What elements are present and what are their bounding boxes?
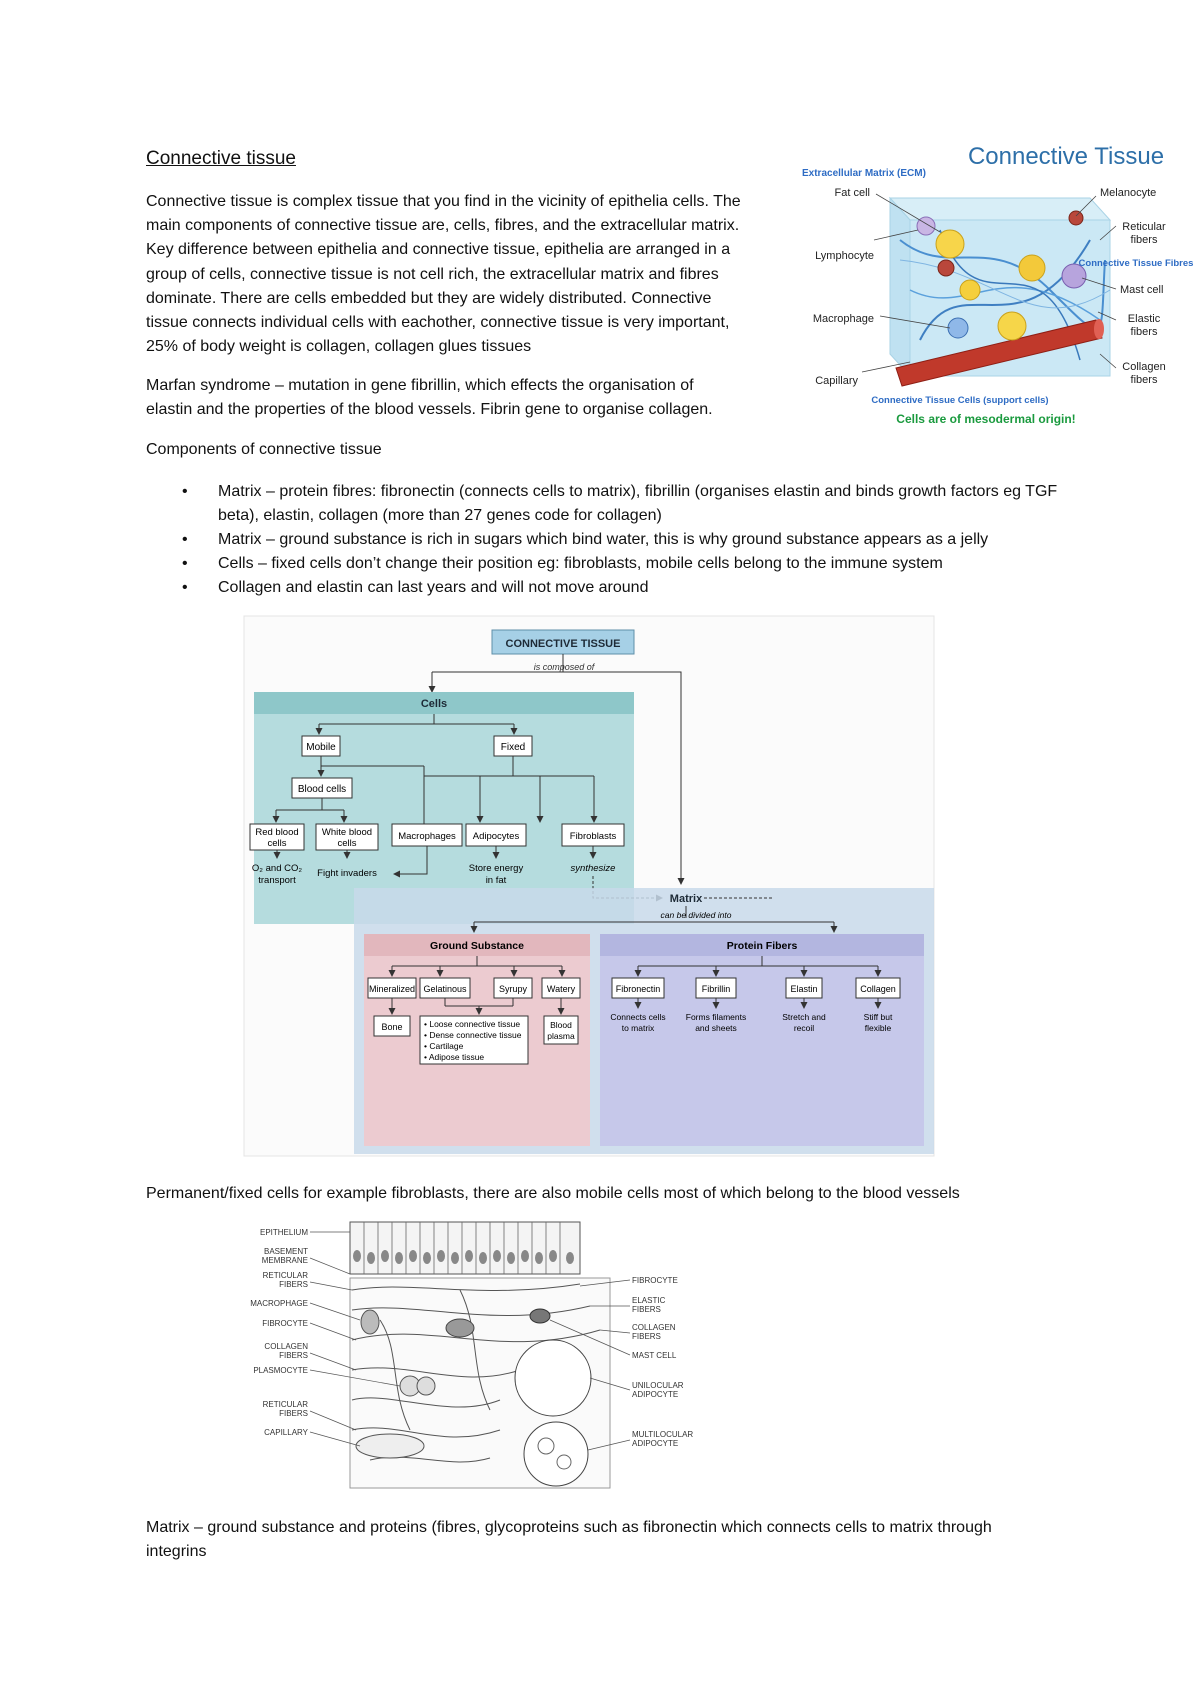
synthesize-label: synthesize: [570, 863, 616, 874]
divided-label: can be divided into: [660, 910, 732, 920]
composed-label: is composed of: [533, 662, 595, 672]
histo-label: MEMBRANE: [261, 1256, 308, 1265]
lymphocyte-label: Lymphocyte: [815, 250, 874, 262]
histo-label: ADIPOCYTE: [632, 1439, 679, 1448]
multilocular-adipocyte: [524, 1422, 588, 1486]
watery-label: Watery: [546, 984, 576, 994]
store-energy: in fat: [485, 875, 507, 886]
ecm-label: Extracellular Matrix (ECM): [802, 168, 926, 179]
fibrillin-function: Forms filaments: [685, 1012, 747, 1022]
collagen-label: Collagen: [1122, 361, 1166, 373]
protein-fibers-heading: Protein Fibers: [726, 940, 798, 952]
fat-cell-label: Fat cell: [834, 187, 870, 199]
reticular-label: Reticular: [1122, 221, 1166, 233]
capillary-label: Capillary: [815, 375, 858, 387]
fight-invaders: Fight invaders: [317, 868, 377, 879]
collagen-box-label: Collagen: [860, 984, 896, 994]
reticular-label: fibers: [1130, 234, 1158, 246]
blood-plasma-label: Blood: [550, 1020, 572, 1030]
list-item: • Matrix – ground substance is rich in sugars which bind water, this is why ground substance appears as a jelly: [146, 528, 1066, 552]
ct-fibres-label: Connective Tissue Fibres: [1078, 258, 1194, 269]
connective-tissue-figure: [800, 140, 1194, 440]
elastin-function: Stretch and: [782, 1012, 826, 1022]
text-line: Marfan syndrome – mutation in gene fibrillin, which effects the organisation of: [146, 377, 694, 394]
marfan-paragraph: [146, 374, 766, 422]
histo-label: CAPILLARY: [264, 1428, 308, 1437]
melanocyte: [938, 260, 954, 276]
elastin-label: Elastin: [790, 984, 818, 994]
blood-plasma-label: plasma: [547, 1031, 575, 1041]
fibronectin-label: Fibronectin: [615, 984, 661, 994]
wbc-label: White blood: [321, 827, 373, 838]
adipose-label: • Adipose tissue: [424, 1052, 485, 1062]
histo-label: FIBERS: [632, 1332, 661, 1341]
collagen-function: flexible: [864, 1023, 892, 1033]
fibrillin-function: and sheets: [695, 1023, 737, 1033]
text-line: 25% of body weight is collagen, collagen glues tissues: [146, 338, 532, 356]
text-line: Matrix – ground substance and proteins (fibres, glycoproteins such as fibronectin which connects cells to matrix through: [146, 1519, 992, 1536]
fibrocyte-cell: [446, 1319, 474, 1337]
histo-label: FIBERS: [279, 1409, 308, 1418]
list-item: • Collagen and elastin can last years and will not move around: [146, 576, 1066, 600]
list-item: • Matrix – protein fibres: fibronectin (connects cells to matrix), fibrillin (organises elastin and binds growth factors eg TGF beta), elastin, collagen (more than 27 genes code for collagen): [146, 480, 1066, 528]
mobile-label: Mobile: [306, 742, 336, 753]
histo-label: FIBERS: [279, 1280, 308, 1289]
text-line: elastin and the properties of the blood vessels. Fibrin gene to organise collagen.: [146, 401, 713, 419]
histo-label: PLASMOCYTE: [253, 1366, 308, 1375]
histo-label: COLLAGEN: [632, 1323, 676, 1332]
components-heading: Components of connective tissue: [146, 441, 382, 458]
cartilage-label: • Cartilage: [424, 1041, 464, 1051]
fibrillin-label: Fibrillin: [701, 984, 731, 994]
macrophage: [948, 318, 968, 338]
text-line: integrins: [146, 1543, 207, 1561]
dense-label: • Dense connective tissue: [424, 1030, 522, 1040]
text-line: tissue connects individual cells with eachother, connective tissue is very important,: [146, 314, 730, 332]
histo-label: MAST CELL: [632, 1351, 677, 1360]
wbc-label: cells: [337, 838, 357, 849]
melanocyte: [1069, 211, 1083, 225]
adipocytes-label: Adipocytes: [472, 831, 520, 842]
ground-substance-heading: Ground Substance: [430, 940, 524, 952]
histo-label: FIBROCYTE: [262, 1319, 308, 1328]
unilocular-adipocyte: [515, 1340, 591, 1416]
mast-cell-label: Mast cell: [1120, 284, 1164, 296]
gelatinous-label: Gelatinous: [423, 984, 467, 994]
cells-heading: Cells: [420, 698, 448, 710]
text-line: Permanent/fixed cells for example fibroblasts, there are also mobile cells most of which belong to the blood vessels: [146, 1185, 960, 1202]
histo-label: FIBROCYTE: [632, 1276, 678, 1285]
histo-label: FIBERS: [632, 1305, 661, 1314]
text-line: group of cells, connective tissue is not cell rich, the extracellular matrix and fibres: [146, 265, 719, 283]
histo-label: RETICULAR: [262, 1400, 308, 1409]
capillary-cell: [356, 1434, 424, 1458]
histo-label: RETICULAR: [262, 1271, 308, 1280]
epithelium-layer: [350, 1222, 580, 1274]
rbc-label: cells: [267, 838, 287, 849]
left-labels: [250, 1228, 308, 1437]
loose-label: • Loose connective tissue: [424, 1019, 521, 1029]
fat-cell: [936, 230, 964, 258]
mineralized-label: Mineralized: [368, 984, 416, 994]
macrophages-label: Macrophages: [398, 831, 456, 842]
mesodermal-note: Cells are of mesodermal origin!: [896, 412, 1076, 426]
bone-label: Bone: [381, 1022, 403, 1032]
matrix-paragraph: [146, 1516, 1066, 1564]
fixed-label: Fixed: [500, 742, 526, 753]
text-line: dominate. There are cells embedded but they are widely distributed. Connective: [146, 289, 712, 307]
rbc-label: Red blood: [255, 827, 299, 838]
blood-cells-label: Blood cells: [297, 784, 347, 795]
fibronectin-function: Connects cells: [610, 1012, 666, 1022]
page-title: Connective tissue: [146, 148, 296, 169]
elastic-label: Elastic: [1127, 313, 1161, 325]
connective-tissue-flowchart: [244, 616, 934, 1156]
fat-cell: [998, 312, 1026, 340]
ct-cells-label: Connective Tissue Cells (support cells): [871, 395, 1049, 406]
text-line: Connective tissue is complex tissue that you find in the vicinity of epithelia cells. The: [146, 193, 741, 210]
figure-title: Connective Tissue: [967, 143, 1165, 170]
o2-transport: O₂ and CO₂: [251, 863, 303, 874]
histo-label: UNILOCULAR: [632, 1381, 684, 1390]
collagen-label: fibers: [1130, 374, 1158, 386]
histo-label: BASEMENT: [263, 1247, 308, 1256]
plasmocyte-cell: [417, 1377, 435, 1395]
o2-transport: transport: [258, 875, 296, 886]
fibroblasts-label: Fibroblasts: [569, 831, 617, 842]
fibronectin-function: to matrix: [621, 1023, 655, 1033]
fat-cell: [960, 280, 980, 300]
elastic-label: fibers: [1130, 326, 1158, 338]
text-line: Key difference between epithelia and connective tissue, epithelia are arranged in a: [146, 241, 731, 259]
text-line: main components of connective tissue are, cells, fibres, and the extracellular matrix.: [146, 217, 740, 235]
collagen-function: Stiff but: [863, 1012, 893, 1022]
syrupy-label: Syrupy: [498, 984, 528, 994]
histo-label: FIBERS: [279, 1351, 308, 1360]
histo-label: ELASTIC: [632, 1296, 666, 1305]
histology-figure: [250, 1220, 720, 1490]
matrix-heading: Matrix: [669, 893, 703, 905]
histo-label: ADIPOCYTE: [632, 1390, 679, 1399]
flowchart-title: CONNECTIVE TISSUE: [505, 638, 621, 650]
macrophage-label: Macrophage: [812, 313, 874, 325]
macrophage-cell: [361, 1310, 379, 1334]
fat-cell: [1019, 255, 1045, 281]
list-item: • Cells – fixed cells don’t change their position eg: fibroblasts, mobile cells belong to the immune system: [146, 552, 1066, 576]
store-energy: Store energy: [468, 863, 524, 874]
histo-label: MULTILOCULAR: [632, 1430, 694, 1439]
components-list: [146, 480, 1066, 600]
permanent-cells-text: [146, 1182, 1046, 1206]
elastin-function: recoil: [793, 1023, 815, 1033]
melanocyte-label: Melanocyte: [1100, 187, 1157, 199]
right-labels: [632, 1276, 693, 1448]
histo-label: COLLAGEN: [264, 1342, 308, 1351]
histo-label: EPITHELIUM: [259, 1228, 308, 1237]
mast-cell: [530, 1309, 550, 1323]
intro-paragraph: [146, 190, 766, 359]
histo-label: MACROPHAGE: [250, 1299, 308, 1308]
